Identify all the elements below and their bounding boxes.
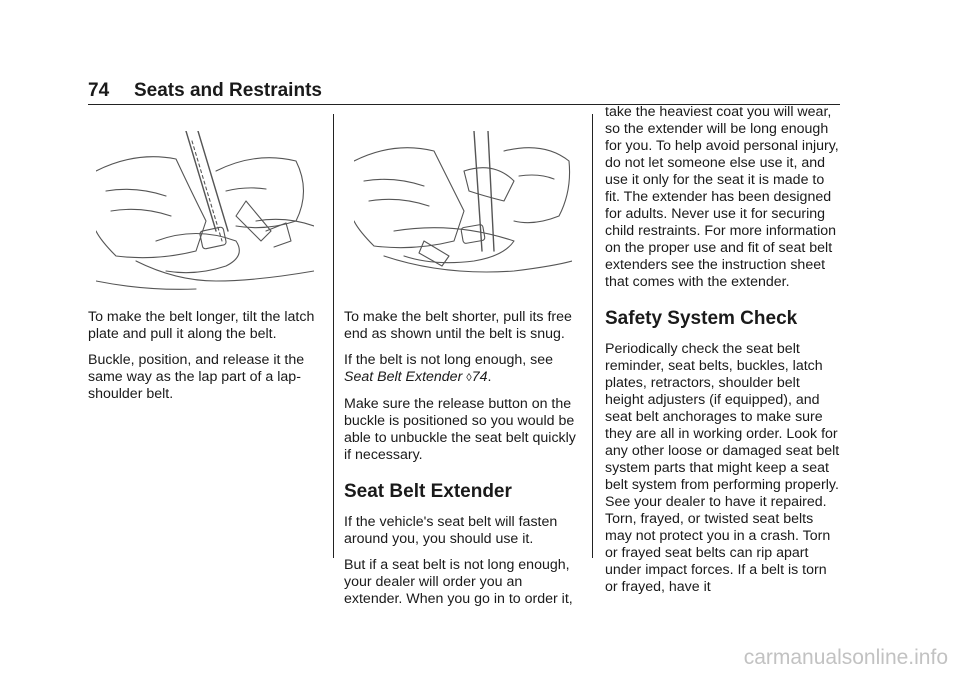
- column-divider-right: [592, 114, 593, 558]
- paragraph: To make the belt shorter, pull its free end as shown until the belt is snug.: [344, 309, 572, 342]
- section-title: Seats and Restraints: [134, 80, 322, 101]
- paragraph: Buckle, position, and release it the same way as the lap part of a lap-shoulder belt.: [88, 352, 305, 402]
- text-column-2: [344, 309, 581, 617]
- illustration-lengthen-belt: [96, 131, 314, 291]
- page-number: 74: [88, 80, 110, 101]
- seat-belt-extender-link[interactable]: Seat Belt Extender: [344, 369, 463, 385]
- paragraph: To make the belt longer, tilt the latch plate and pull it along the belt.: [88, 309, 315, 342]
- paragraph: Make sure the release button on the buckle is positioned so you would be able to unbuckle the seat belt quickly if necessary.: [344, 396, 576, 463]
- reference-page-number[interactable]: 74: [471, 369, 488, 385]
- section-heading-seat-belt-extender: Seat Belt Extender: [344, 481, 512, 502]
- paragraph: If the vehicle's seat belt will fasten around you, you should use it.: [344, 514, 558, 547]
- page-header: [88, 80, 840, 102]
- text-column-1: [88, 309, 325, 412]
- paragraph: But if a seat belt is not long enough, your dealer will order you an extender. When you go in to order it,: [344, 557, 573, 607]
- section-heading-safety-system-check: Safety System Check: [605, 308, 798, 329]
- illustration-shorten-belt: [354, 131, 572, 279]
- paragraph-with-reference: If the belt is not long enough, see Seat Belt Extender ◊74.: [344, 352, 554, 385]
- column-divider-left: [333, 114, 334, 558]
- paragraph: take the heaviest coat you will wear, so the extender will be long enough for you. To help avoid personal injury, do not let someone else use it, and use it only for the seat it is made to fit. The extender has been designed for adults. Never use it for securing child restraints. For more information on the proper use and fit of seat belt extenders see the instruction sheet that comes with the extender.: [605, 104, 839, 290]
- watermark: carmanualsonline.info: [743, 646, 948, 669]
- page-reference-icon: ◊: [466, 372, 472, 384]
- paragraph: Periodically check the seat belt reminder, seat belts, buckles, latch plates, retractors, shoulder belt height adjusters (if equipped), and seat belt anchorages to make sure they are all in working order. Look for any other loose or damaged seat belt system parts that might keep a seat belt system from performing properly. See your dealer to have it repaired. Torn, frayed, or twisted seat belts may not protect you in a crash. Torn or frayed seat belts can rip apart under impact forces. If a belt is torn or frayed, have it: [605, 341, 840, 595]
- text-column-3: [605, 104, 842, 605]
